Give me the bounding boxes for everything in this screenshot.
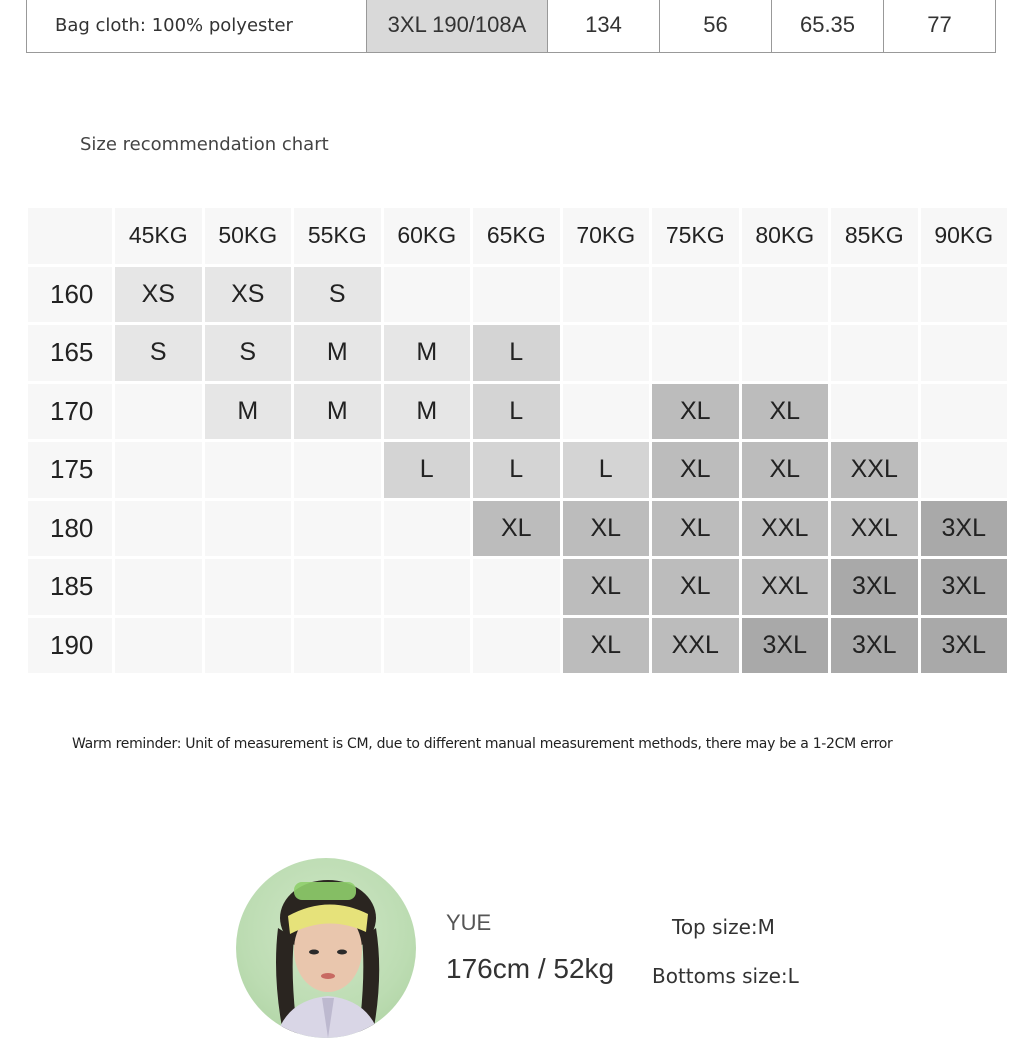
size-recommendation-grid: [28, 208, 997, 673]
empty-size-cell: [294, 559, 381, 615]
model-bottom-size: Bottoms size:L: [652, 964, 799, 988]
weight-column-header: 65KG: [473, 208, 560, 264]
empty-size-cell: [921, 442, 1008, 498]
size-cell: XL: [742, 442, 829, 498]
empty-size-cell: [294, 618, 381, 674]
size-cell: XL: [473, 501, 560, 557]
size-cell: 3XL: [921, 501, 1008, 557]
size-cell: XL: [563, 618, 650, 674]
size-cell: L: [473, 384, 560, 440]
model-top-size: Top size:M: [672, 915, 775, 939]
empty-size-cell: [921, 384, 1008, 440]
measurement-cell: 77: [883, 0, 995, 52]
empty-size-cell: [115, 559, 202, 615]
empty-size-cell: [384, 501, 471, 557]
size-cell: XL: [563, 501, 650, 557]
size-cell: XXL: [831, 442, 918, 498]
size-cell: XXL: [742, 501, 829, 557]
empty-size-cell: [384, 559, 471, 615]
model-name: YUE: [446, 910, 492, 935]
height-row-header: 170: [28, 384, 112, 440]
size-cell: XL: [563, 559, 650, 615]
weight-column-header: 70KG: [563, 208, 650, 264]
empty-size-cell: [205, 442, 292, 498]
measurement-cell: 65.35: [771, 0, 883, 52]
size-cell: XL: [652, 501, 739, 557]
height-row-header: 160: [28, 267, 112, 323]
size-cell: S: [115, 325, 202, 381]
size-cell: XL: [652, 442, 739, 498]
size-cell: M: [294, 384, 381, 440]
size-cell: M: [384, 384, 471, 440]
size-cell: M: [294, 325, 381, 381]
empty-size-cell: [115, 442, 202, 498]
size-cell: XL: [652, 384, 739, 440]
weight-column-header: 55KG: [294, 208, 381, 264]
empty-size-cell: [205, 618, 292, 674]
empty-size-cell: [831, 267, 918, 323]
empty-size-cell: [742, 267, 829, 323]
model-height-weight: 176cm / 52kg: [446, 953, 615, 984]
weight-column-header: 90KG: [921, 208, 1008, 264]
empty-size-cell: [831, 325, 918, 381]
size-cell: L: [384, 442, 471, 498]
size-cell: XS: [205, 267, 292, 323]
empty-size-cell: [563, 384, 650, 440]
size-cell: XS: [115, 267, 202, 323]
measurement-cell: 134: [547, 0, 659, 52]
empty-size-cell: [921, 325, 1008, 381]
empty-size-cell: [921, 267, 1008, 323]
size-cell: S: [294, 267, 381, 323]
size-cell: 3XL 190/108A: [366, 0, 547, 52]
material-cell: Bag cloth: 100% polyester: [55, 14, 293, 36]
size-cell: L: [473, 325, 560, 381]
size-cell: S: [205, 325, 292, 381]
size-cell: 3XL: [742, 618, 829, 674]
size-cell: M: [384, 325, 471, 381]
measurement-reminder: Warm reminder: Unit of measurement is CM, due to different manual measurement methods, there may be a 1-2CM error: [72, 736, 893, 752]
empty-size-cell: [831, 384, 918, 440]
empty-size-cell: [384, 267, 471, 323]
size-cell: XXL: [742, 559, 829, 615]
height-row-header: 185: [28, 559, 112, 615]
model-avatar: [236, 858, 416, 1038]
section-title: Size recommendation chart: [80, 134, 329, 155]
empty-size-cell: [294, 501, 381, 557]
size-cell: 3XL: [831, 559, 918, 615]
empty-size-cell: [473, 559, 560, 615]
empty-size-cell: [473, 618, 560, 674]
weight-column-header: 45KG: [115, 208, 202, 264]
size-cell: L: [563, 442, 650, 498]
size-cell: L: [473, 442, 560, 498]
empty-size-cell: [205, 501, 292, 557]
empty-size-cell: [115, 618, 202, 674]
height-row-header: 190: [28, 618, 112, 674]
empty-size-cell: [563, 267, 650, 323]
empty-size-cell: [742, 325, 829, 381]
empty-size-cell: [563, 325, 650, 381]
size-cell: 3XL: [921, 618, 1008, 674]
size-cell: XXL: [652, 618, 739, 674]
height-row-header: 180: [28, 501, 112, 557]
weight-column-header: 50KG: [205, 208, 292, 264]
empty-size-cell: [652, 325, 739, 381]
measurement-cell: 56: [659, 0, 771, 52]
weight-column-header: 85KG: [831, 208, 918, 264]
empty-size-cell: [294, 442, 381, 498]
empty-size-cell: [384, 618, 471, 674]
empty-size-cell: [205, 559, 292, 615]
weight-column-header: 80KG: [742, 208, 829, 264]
model-photo-illustration: [236, 858, 416, 1038]
empty-size-cell: [652, 267, 739, 323]
empty-size-cell: [115, 501, 202, 557]
size-cell: XL: [652, 559, 739, 615]
empty-size-cell: [473, 267, 560, 323]
grid-corner-cell: [28, 208, 112, 264]
height-row-header: 165: [28, 325, 112, 381]
size-cell: 3XL: [831, 618, 918, 674]
weight-column-header: 60KG: [384, 208, 471, 264]
height-row-header: 175: [28, 442, 112, 498]
empty-size-cell: [115, 384, 202, 440]
size-cell: XL: [742, 384, 829, 440]
size-cell: XXL: [831, 501, 918, 557]
spec-table-row: [26, 0, 996, 53]
size-cell: 3XL: [921, 559, 1008, 615]
weight-column-header: 75KG: [652, 208, 739, 264]
size-cell: M: [205, 384, 292, 440]
